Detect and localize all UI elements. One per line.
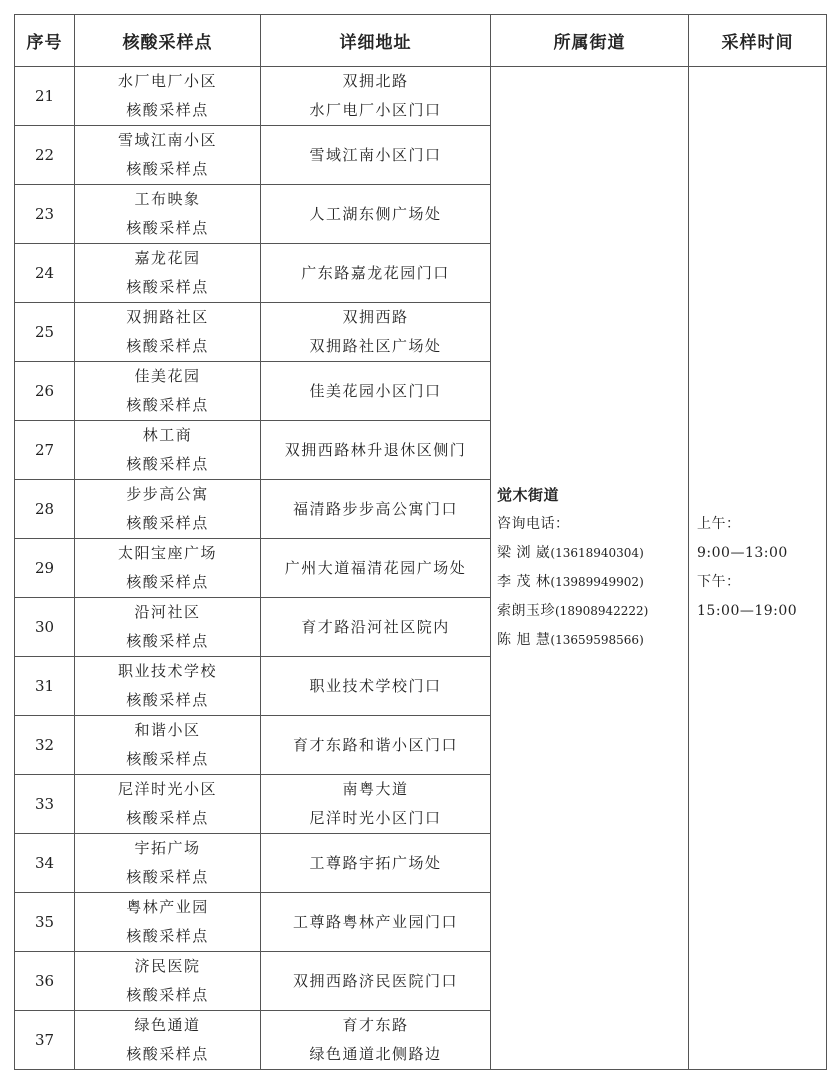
street-cell	[491, 67, 689, 1070]
cell-text-line: 人工湖东侧广场处	[309, 204, 442, 223]
address-cell	[261, 362, 491, 421]
cell-text-line: 雪域江南小区	[117, 131, 217, 149]
cell-text-line: 核酸采样点	[126, 455, 209, 473]
cell-text-line: 核酸采样点	[126, 514, 209, 532]
row-index: 33	[15, 775, 75, 834]
row-index: 28	[15, 480, 75, 539]
cell-text-line: 核酸采样点	[126, 337, 209, 355]
cell-text-line: 雪域江南小区门口	[309, 145, 442, 164]
contact-line	[497, 539, 688, 568]
address-cell	[261, 893, 491, 952]
cell-text-line: 育才东路和谐小区门口	[292, 735, 458, 754]
header-site: 核酸采样点	[75, 15, 261, 67]
contact-phone: (13659598566)	[550, 633, 644, 647]
address-cell	[261, 775, 491, 834]
cell-text-line: 济民医院	[134, 957, 201, 975]
header-address: 详细地址	[261, 15, 491, 67]
site-name-cell	[75, 1011, 261, 1070]
cell-text-line: 核酸采样点	[126, 927, 209, 945]
address-cell	[261, 67, 491, 126]
table-header-row	[15, 15, 827, 67]
cell-text-line: 步步高公寓	[126, 485, 209, 503]
site-name-cell	[75, 244, 261, 303]
cell-text-line: 粤林产业园	[126, 898, 209, 916]
row-index: 24	[15, 244, 75, 303]
cell-text-line: 育才路沿河社区院内	[301, 617, 450, 636]
site-name-cell	[75, 657, 261, 716]
cell-text-line: 双拥路社区广场处	[309, 337, 442, 355]
row-index: 30	[15, 598, 75, 657]
cell-text-line: 核酸采样点	[126, 986, 209, 1004]
cell-text-line: 双拥路社区	[126, 308, 209, 326]
site-name-cell	[75, 539, 261, 598]
cell-text-line: 佳美花园	[134, 367, 201, 385]
site-name-cell	[75, 775, 261, 834]
cell-text-line: 太阳宝座广场	[117, 544, 217, 562]
row-index: 36	[15, 952, 75, 1011]
header-street: 所属街道	[491, 15, 689, 67]
time-cell	[689, 67, 827, 1070]
cell-text-line: 核酸采样点	[126, 573, 209, 591]
time-am-range: 9:00—13:00	[697, 545, 788, 561]
cell-text-line: 尼洋时光小区门口	[309, 809, 442, 827]
cell-text-line: 林工商	[142, 426, 193, 444]
row-index: 22	[15, 126, 75, 185]
row-index: 35	[15, 893, 75, 952]
cell-text-line: 广东路嘉龙花园门口	[301, 263, 450, 282]
row-index: 23	[15, 185, 75, 244]
consult-label: 咨询电话：	[497, 516, 570, 532]
cell-text-line: 双拥西路济民医院门口	[292, 971, 458, 990]
site-name-cell	[75, 362, 261, 421]
street-name: 觉木街道	[497, 486, 560, 504]
cell-text-line: 广州大道福清花园广场处	[284, 558, 467, 577]
address-cell	[261, 480, 491, 539]
cell-text-line: 双拥北路	[342, 72, 409, 90]
cell-text-line: 核酸采样点	[126, 750, 209, 768]
row-index: 27	[15, 421, 75, 480]
site-name-cell	[75, 421, 261, 480]
row-index: 26	[15, 362, 75, 421]
sampling-sites-table	[14, 14, 827, 1070]
cell-text-line: 沿河社区	[134, 603, 201, 621]
address-cell	[261, 657, 491, 716]
row-index: 25	[15, 303, 75, 362]
site-name-cell	[75, 952, 261, 1011]
cell-text-line: 核酸采样点	[126, 101, 209, 119]
contact-line	[497, 568, 688, 597]
cell-text-line: 和谐小区	[134, 721, 201, 739]
contact-phone: (18908942222)	[555, 604, 649, 618]
address-cell	[261, 834, 491, 893]
time-pm-range: 15:00—19:00	[697, 603, 798, 619]
address-cell	[261, 185, 491, 244]
cell-text-line: 水厂电厂小区	[117, 72, 217, 90]
cell-text-line: 佳美花园小区门口	[309, 381, 442, 400]
address-cell	[261, 303, 491, 362]
address-cell	[261, 1011, 491, 1070]
site-name-cell	[75, 480, 261, 539]
contact-name: 李 茂 林	[497, 574, 551, 590]
cell-text-line: 工尊路粤林产业园门口	[292, 912, 458, 931]
contact-line	[497, 597, 688, 626]
site-name-cell	[75, 893, 261, 952]
cell-text-line: 绿色通道北侧路边	[309, 1045, 442, 1063]
time-am-label: 上午：	[697, 516, 741, 532]
contact-phone: (13618940304)	[550, 546, 644, 560]
cell-text-line: 工尊路宇拓广场处	[309, 853, 442, 872]
cell-text-line: 水厂电厂小区门口	[309, 101, 442, 119]
cell-text-line: 双拥西路	[342, 308, 409, 326]
contact-line	[497, 626, 688, 655]
cell-text-line: 职业技术学校门口	[309, 676, 442, 695]
cell-text-line: 核酸采样点	[126, 278, 209, 296]
cell-text-line: 核酸采样点	[126, 1045, 209, 1063]
header-time: 采样时间	[689, 15, 827, 67]
address-cell	[261, 539, 491, 598]
cell-text-line: 核酸采样点	[126, 691, 209, 709]
site-name-cell	[75, 126, 261, 185]
table-row	[15, 67, 827, 126]
cell-text-line: 职业技术学校	[117, 662, 217, 680]
cell-text-line: 核酸采样点	[126, 868, 209, 886]
cell-text-line: 育才东路	[342, 1016, 409, 1034]
site-name-cell	[75, 716, 261, 775]
cell-text-line: 南粤大道	[342, 780, 409, 798]
site-name-cell	[75, 303, 261, 362]
contact-name: 索朗玉珍	[497, 603, 555, 619]
header-index: 序号	[15, 15, 75, 67]
time-pm-label: 下午：	[697, 574, 741, 590]
cell-text-line: 核酸采样点	[126, 632, 209, 650]
address-cell	[261, 126, 491, 185]
row-index: 32	[15, 716, 75, 775]
cell-text-line: 绿色通道	[134, 1016, 201, 1034]
cell-text-line: 核酸采样点	[126, 160, 209, 178]
cell-text-line: 宇拓广场	[134, 839, 201, 857]
address-cell	[261, 421, 491, 480]
address-cell	[261, 716, 491, 775]
row-index: 21	[15, 67, 75, 126]
site-name-cell	[75, 598, 261, 657]
cell-text-line: 福清路步步高公寓门口	[292, 499, 458, 518]
cell-text-line: 尼洋时光小区	[117, 780, 217, 798]
cell-text-line: 核酸采样点	[126, 809, 209, 827]
address-cell	[261, 598, 491, 657]
contact-name: 梁 浏 崴	[497, 545, 551, 561]
cell-text-line: 核酸采样点	[126, 219, 209, 237]
row-index: 34	[15, 834, 75, 893]
contact-name: 陈 旭 慧	[497, 632, 551, 648]
cell-text-line: 双拥西路林升退休区侧门	[284, 440, 467, 459]
cell-text-line: 嘉龙花园	[134, 249, 201, 267]
site-name-cell	[75, 67, 261, 126]
cell-text-line: 工布映象	[134, 190, 201, 208]
cell-text-line: 核酸采样点	[126, 396, 209, 414]
address-cell	[261, 952, 491, 1011]
contact-phone: (13989949902)	[550, 575, 644, 589]
site-name-cell	[75, 185, 261, 244]
address-cell	[261, 244, 491, 303]
row-index: 31	[15, 657, 75, 716]
site-name-cell	[75, 834, 261, 893]
row-index: 29	[15, 539, 75, 598]
row-index: 37	[15, 1011, 75, 1070]
